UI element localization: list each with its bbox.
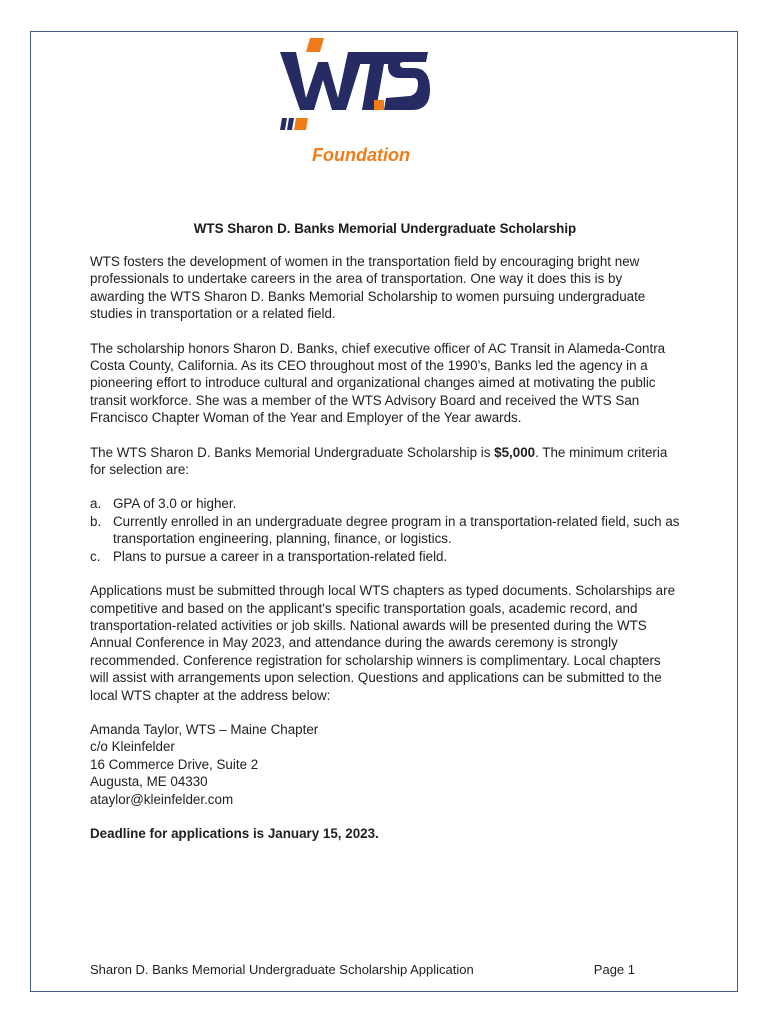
address-line-care-of: c/o Kleinfelder <box>90 739 175 755</box>
page-footer <box>90 962 635 977</box>
contact-address <box>90 721 680 808</box>
address-email: ataylor@kleinfelder.com <box>90 791 234 807</box>
address-line-name: Amanda Taylor, WTS – Maine Chapter <box>90 721 319 737</box>
criteria-text: Plans to pursue a career in a transportation-related field. <box>113 548 448 564</box>
logo-subtitle: Foundation <box>312 145 410 165</box>
footer-doc-name: Sharon D. Banks Memorial Undergraduate Scholarship Application <box>90 962 474 977</box>
document-title: WTS Sharon D. Banks Memorial Undergraduate Scholarship <box>193 221 577 236</box>
logo-accent <box>306 38 324 52</box>
criteria-item <box>90 513 680 548</box>
logo-w <box>280 52 364 110</box>
footer-page-number: Page 1 <box>593 962 635 977</box>
applications-paragraph: Applications must be submitted through local WTS chapters as typed documents. Scholarships are competitive and based on the applicant's specific transportation goals, academic record, and transportation-related activities or job skills. National awards will be presented during the WTS Annual Conference in May 2023, and attendance during the awards ceremony is strongly recommended. Conference registration for scholarship winners is complimentary. Local chapters will assist with arrangements upon selection. Questions and applications can be submitted to the local WTS chapter at the address below: <box>90 583 676 703</box>
document-body <box>90 220 680 859</box>
criteria-marker: b. <box>90 513 102 529</box>
criteria-marker: c. <box>90 548 101 564</box>
honors-paragraph: The scholarship honors Sharon D. Banks, chief executive officer of AC Transit in Alameda-Contra Costa County, California. As its CEO throughout most of the 1990’s, Banks led the agency in a pioneering effort to introduce cultural and organizational changes aimed at motivating the public transit workforce. She was a member of the WTS Advisory Board and received the WTS San Francisco Chapter Woman of the Year and Employer of the Year awards. <box>90 340 666 426</box>
criteria-list <box>90 495 680 565</box>
address-line-city: Augusta, ME 04330 <box>90 774 208 790</box>
logo-bar-2 <box>287 118 294 130</box>
logo-bar-1 <box>280 118 287 130</box>
amount-post: . The minimum criteria for selection are: <box>90 444 668 478</box>
intro-paragraph: WTS fosters the development of women in the transportation field by encouraging bright new professionals to undertake careers in the area of transportation. One way it does this is by awarding the WTS Sharon D. Banks Memorial Scholarship to women pursuing undergraduate studies in transportation or a related field. <box>90 254 646 322</box>
amount-pre: The WTS Sharon D. Banks Memorial Undergraduate Scholarship is <box>90 444 495 460</box>
criteria-marker: a. <box>90 496 102 512</box>
criteria-text: Currently enrolled in an undergraduate degree program in a transportation-related field, such as transportation engineering, planning, finance, or logistics. <box>113 513 680 547</box>
logo-s <box>384 52 430 110</box>
scholarship-amount: $5,000 <box>494 444 536 460</box>
criteria-item <box>90 495 680 512</box>
logo-bar-3 <box>294 118 308 130</box>
logo-dot <box>374 100 384 110</box>
deadline-notice: Deadline for applications is January 15, 2023. <box>90 825 379 841</box>
amount-paragraph <box>90 444 680 479</box>
criteria-item <box>90 548 680 565</box>
criteria-text: GPA of 3.0 or higher. <box>113 496 237 512</box>
wts-logo <box>280 38 430 138</box>
address-line-street: 16 Commerce Drive, Suite 2 <box>90 756 259 772</box>
